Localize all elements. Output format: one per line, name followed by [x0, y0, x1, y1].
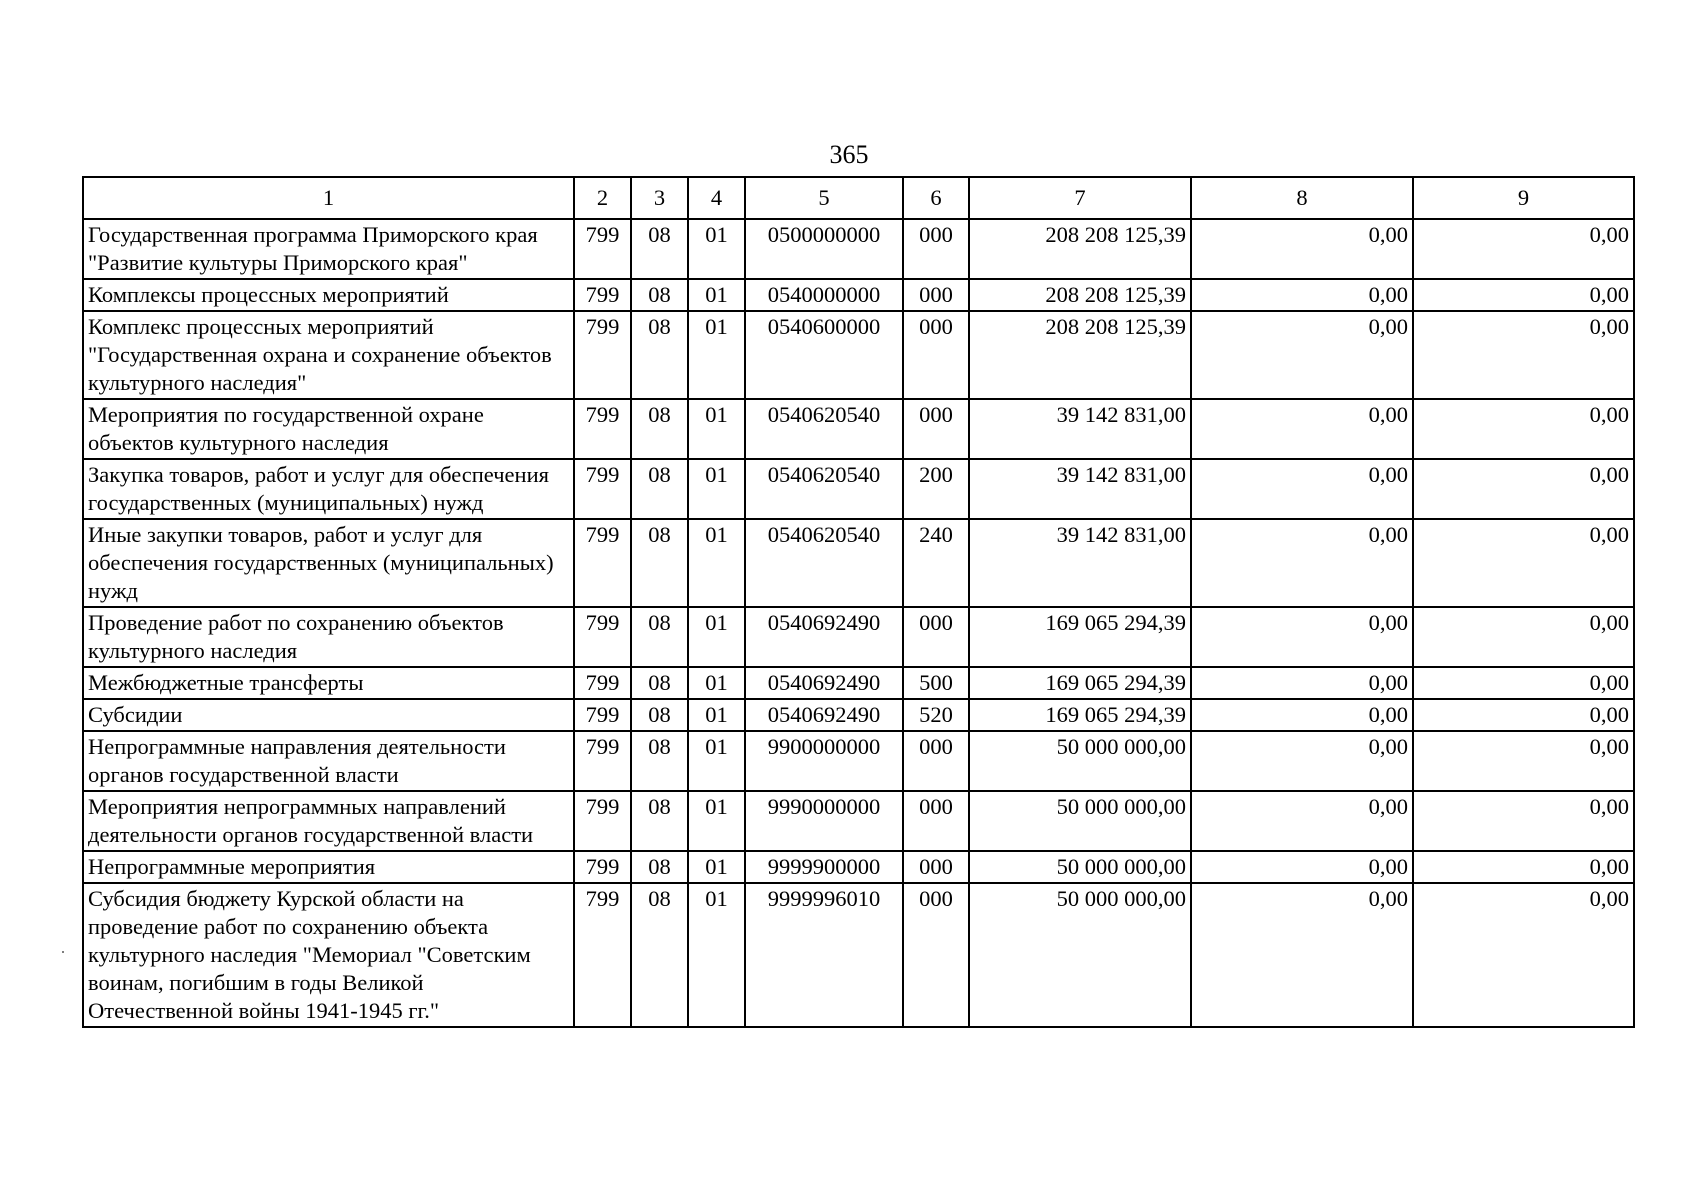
header-row: [83, 177, 1634, 219]
cell-col-7: 208 208 125,39: [969, 311, 1191, 399]
cell-col-5: 9999996010: [745, 883, 903, 1027]
cell-col-6: 000: [903, 311, 969, 399]
cell-col-9: 0,00: [1413, 791, 1634, 851]
cell-col-7: 169 065 294,39: [969, 699, 1191, 731]
cell-col-7: 208 208 125,39: [969, 219, 1191, 279]
cell-col-8: 0,00: [1191, 667, 1413, 699]
column-header: 6: [903, 177, 969, 219]
table-row: [83, 459, 1634, 519]
column-header: 4: [688, 177, 745, 219]
cell-col-2: 799: [574, 607, 631, 667]
cell-name: Иные закупки товаров, работ и услуг для обеспечения государственных (муниципальных) нужд: [83, 519, 574, 607]
cell-col-5: 0540620540: [745, 399, 903, 459]
cell-col-7: 39 142 831,00: [969, 459, 1191, 519]
cell-col-4: 01: [688, 883, 745, 1027]
table-row: [83, 667, 1634, 699]
column-header: 8: [1191, 177, 1413, 219]
cell-col-8: 0,00: [1191, 699, 1413, 731]
column-header: 5: [745, 177, 903, 219]
column-header: 2: [574, 177, 631, 219]
table-row: [83, 519, 1634, 607]
budget-table: [82, 176, 1635, 1028]
table-row: [83, 851, 1634, 883]
cell-col-7: 50 000 000,00: [969, 883, 1191, 1027]
cell-col-8: 0,00: [1191, 791, 1413, 851]
cell-col-8: 0,00: [1191, 883, 1413, 1027]
column-header: 7: [969, 177, 1191, 219]
cell-col-4: 01: [688, 731, 745, 791]
cell-col-6: 000: [903, 851, 969, 883]
cell-col-2: 799: [574, 219, 631, 279]
cell-col-9: 0,00: [1413, 219, 1634, 279]
cell-col-6: 000: [903, 607, 969, 667]
cell-col-6: 000: [903, 279, 969, 311]
cell-col-4: 01: [688, 219, 745, 279]
cell-col-3: 08: [631, 667, 688, 699]
cell-col-8: 0,00: [1191, 519, 1413, 607]
cell-col-6: 000: [903, 731, 969, 791]
cell-col-4: 01: [688, 311, 745, 399]
cell-col-9: 0,00: [1413, 279, 1634, 311]
cell-name: Закупка товаров, работ и услуг для обеспечения государственных (муниципальных) нужд: [83, 459, 574, 519]
table-row: [83, 219, 1634, 279]
cell-col-2: 799: [574, 279, 631, 311]
column-header: 1: [83, 177, 574, 219]
cell-col-3: 08: [631, 851, 688, 883]
cell-col-8: 0,00: [1191, 459, 1413, 519]
cell-col-5: 0540692490: [745, 699, 903, 731]
cell-col-8: 0,00: [1191, 399, 1413, 459]
cell-col-7: 50 000 000,00: [969, 731, 1191, 791]
cell-col-3: 08: [631, 279, 688, 311]
cell-col-9: 0,00: [1413, 667, 1634, 699]
cell-col-3: 08: [631, 791, 688, 851]
cell-col-5: 0540692490: [745, 667, 903, 699]
cell-col-8: 0,00: [1191, 607, 1413, 667]
table-row: [83, 883, 1634, 1027]
cell-col-2: 799: [574, 791, 631, 851]
cell-col-4: 01: [688, 851, 745, 883]
cell-name: Государственная программа Приморского края "Развитие культуры Приморского края": [83, 219, 574, 279]
cell-col-9: 0,00: [1413, 519, 1634, 607]
cell-col-4: 01: [688, 399, 745, 459]
cell-col-6: 000: [903, 883, 969, 1027]
cell-name: Межбюджетные трансферты: [83, 667, 574, 699]
cell-col-2: 799: [574, 459, 631, 519]
cell-col-6: 000: [903, 219, 969, 279]
table-row: [83, 731, 1634, 791]
cell-name: Субсидия бюджету Курской области на проведение работ по сохранению объекта культурного наследия "Мемориал "Советским воинам, погибшим в годы Великой Отечественной войны 1941-1945 гг.": [83, 883, 574, 1027]
page-number: 365: [829, 140, 869, 169]
cell-col-2: 799: [574, 883, 631, 1027]
cell-col-7: 169 065 294,39: [969, 667, 1191, 699]
cell-col-8: 0,00: [1191, 219, 1413, 279]
cell-col-2: 799: [574, 699, 631, 731]
cell-col-2: 799: [574, 311, 631, 399]
table-row: [83, 791, 1634, 851]
cell-col-5: 0540600000: [745, 311, 903, 399]
table-row: [83, 699, 1634, 731]
cell-col-5: 0500000000: [745, 219, 903, 279]
cell-col-9: 0,00: [1413, 399, 1634, 459]
cell-col-3: 08: [631, 883, 688, 1027]
cell-col-9: 0,00: [1413, 851, 1634, 883]
cell-col-9: 0,00: [1413, 311, 1634, 399]
cell-col-6: 000: [903, 791, 969, 851]
cell-col-4: 01: [688, 607, 745, 667]
cell-col-5: 9900000000: [745, 731, 903, 791]
table-row: [83, 399, 1634, 459]
cell-col-4: 01: [688, 519, 745, 607]
cell-name: Проведение работ по сохранению объектов культурного наследия: [83, 607, 574, 667]
cell-col-9: 0,00: [1413, 459, 1634, 519]
cell-col-4: 01: [688, 279, 745, 311]
cell-col-5: 0540692490: [745, 607, 903, 667]
cell-name: Мероприятия по государственной охране объектов культурного наследия: [83, 399, 574, 459]
cell-col-5: 9999900000: [745, 851, 903, 883]
cell-col-7: 39 142 831,00: [969, 399, 1191, 459]
cell-col-5: 0540000000: [745, 279, 903, 311]
cell-col-8: 0,00: [1191, 851, 1413, 883]
cell-col-4: 01: [688, 699, 745, 731]
cell-col-3: 08: [631, 607, 688, 667]
table-row: [83, 607, 1634, 667]
cell-col-2: 799: [574, 399, 631, 459]
cell-col-2: 799: [574, 667, 631, 699]
cell-col-6: 500: [903, 667, 969, 699]
cell-col-3: 08: [631, 519, 688, 607]
cell-col-5: 0540620540: [745, 519, 903, 607]
cell-name: Непрограммные мероприятия: [83, 851, 574, 883]
cell-name: Комплексы процессных мероприятий: [83, 279, 574, 311]
cell-col-3: 08: [631, 399, 688, 459]
table-row: [83, 279, 1634, 311]
cell-col-4: 01: [688, 667, 745, 699]
cell-col-6: 520: [903, 699, 969, 731]
cell-col-2: 799: [574, 731, 631, 791]
cell-name: Мероприятия непрограммных направлений деятельности органов государственной власти: [83, 791, 574, 851]
column-header: 9: [1413, 177, 1634, 219]
cell-col-8: 0,00: [1191, 279, 1413, 311]
cell-col-2: 799: [574, 519, 631, 607]
cell-col-9: 0,00: [1413, 883, 1634, 1027]
cell-col-7: 50 000 000,00: [969, 791, 1191, 851]
cell-col-9: 0,00: [1413, 607, 1634, 667]
cell-col-6: 000: [903, 399, 969, 459]
cell-col-5: 0540620540: [745, 459, 903, 519]
cell-col-7: 208 208 125,39: [969, 279, 1191, 311]
cell-col-3: 08: [631, 731, 688, 791]
table-row: [83, 311, 1634, 399]
cell-col-8: 0,00: [1191, 311, 1413, 399]
cell-col-7: 50 000 000,00: [969, 851, 1191, 883]
cell-col-6: 200: [903, 459, 969, 519]
cell-col-3: 08: [631, 459, 688, 519]
column-header: 3: [631, 177, 688, 219]
cell-col-7: 39 142 831,00: [969, 519, 1191, 607]
cell-col-3: 08: [631, 699, 688, 731]
cell-name: Непрограммные направления деятельности органов государственной власти: [83, 731, 574, 791]
cell-col-6: 240: [903, 519, 969, 607]
cell-col-4: 01: [688, 791, 745, 851]
cell-col-8: 0,00: [1191, 731, 1413, 791]
cell-col-3: 08: [631, 219, 688, 279]
table-body: [83, 219, 1634, 1027]
cell-col-9: 0,00: [1413, 699, 1634, 731]
cell-col-4: 01: [688, 459, 745, 519]
cell-name: Субсидии: [83, 699, 574, 731]
cell-col-7: 169 065 294,39: [969, 607, 1191, 667]
cell-col-9: 0,00: [1413, 731, 1634, 791]
cell-col-5: 9990000000: [745, 791, 903, 851]
cell-name: Комплекс процессных мероприятий "Государственная охрана и сохранение объектов культурного наследия": [83, 311, 574, 399]
cell-col-3: 08: [631, 311, 688, 399]
scan-speck: [62, 951, 64, 953]
cell-col-2: 799: [574, 851, 631, 883]
